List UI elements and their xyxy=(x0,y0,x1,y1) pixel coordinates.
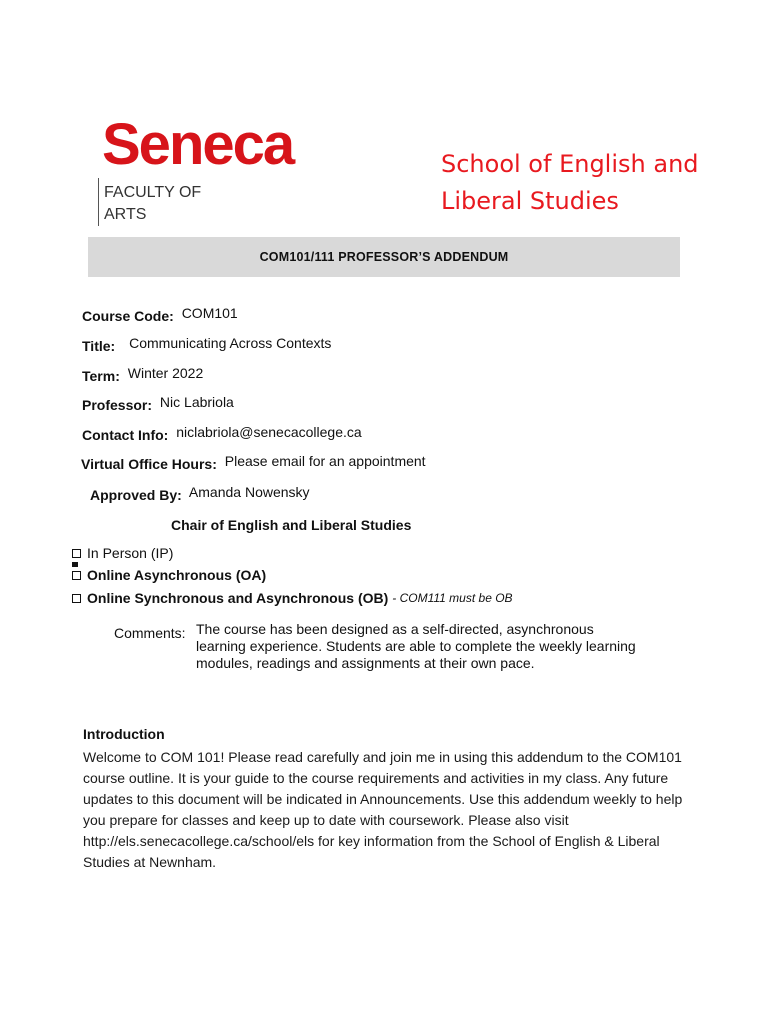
title-label: Title: xyxy=(82,338,116,354)
faculty-label xyxy=(104,182,201,226)
checkbox-online-async[interactable] xyxy=(72,571,81,580)
comments-text: The course has been designed as a self-directed, asynchronous learning experience. Students are able to complete the weekly learning modules, readings and assignments at their own pace. xyxy=(196,621,636,671)
term-field xyxy=(82,365,204,384)
option-online-async-label: Online Asynchronous (OA) xyxy=(87,567,267,583)
school-title xyxy=(441,146,761,220)
comments-label: Comments: xyxy=(114,625,186,641)
option-ob-note: - COM111 must be OB xyxy=(392,591,513,605)
school-title-line-2: Liberal Studies xyxy=(441,187,619,215)
title-value: Communicating Across Contexts xyxy=(129,335,332,351)
contact-info-label: Contact Info: xyxy=(82,427,169,443)
course-code-label: Course Code: xyxy=(82,308,174,324)
term-value: Winter 2022 xyxy=(127,365,204,381)
approved-by-value: Amanda Nowensky xyxy=(188,484,310,500)
office-hours-value: Please email for an appointment xyxy=(224,453,426,469)
title-field xyxy=(82,335,332,354)
contact-info-value: niclabriola@senecacollege.ca xyxy=(176,424,362,440)
professor-value: Nic Labriola xyxy=(159,394,234,410)
checkbox-in-person[interactable] xyxy=(72,549,81,558)
faculty-line-1: FACULTY OF xyxy=(104,184,202,201)
option-in-person[interactable] xyxy=(72,545,173,561)
office-hours-label: Virtual Office Hours: xyxy=(81,456,217,472)
chair-title: Chair of English and Liberal Studies xyxy=(171,517,412,533)
option-online-async[interactable] xyxy=(72,567,266,583)
term-label: Term: xyxy=(82,368,120,384)
contact-info-field xyxy=(82,424,362,443)
faculty-line-2: ARTS xyxy=(104,206,147,223)
option-online-sync-async-label: Online Synchronous and Asynchronous (OB) xyxy=(87,590,389,606)
addendum-banner xyxy=(88,237,680,277)
approved-by-label: Approved By: xyxy=(90,487,182,503)
logo-wordmark: Seneca xyxy=(102,112,294,177)
professor-field xyxy=(82,394,234,413)
logo-divider xyxy=(98,178,99,226)
school-title-line-1: School of English and xyxy=(441,150,699,178)
seneca-logo xyxy=(98,112,428,230)
approved-by-field xyxy=(90,484,310,503)
professor-label: Professor: xyxy=(82,397,153,413)
office-hours-field xyxy=(81,453,426,472)
checkbox-online-sync-async[interactable] xyxy=(72,594,81,603)
option-online-sync-async[interactable] xyxy=(72,590,513,606)
banner-title: COM101/111 PROFESSOR’S ADDENDUM xyxy=(259,250,509,264)
option-in-person-label: In Person (IP) xyxy=(87,545,174,561)
course-code-field xyxy=(82,305,238,324)
introduction-heading: Introduction xyxy=(83,726,165,742)
course-code-value: COM101 xyxy=(181,305,238,321)
introduction-body: Welcome to COM 101! Please read carefully and join me in using this addendum to the COM101 course outline. It is your guide to the course requirements and activities in my class. Any future updates to this document will be indicated in Announcements. Use this addendum weekly to help you prepare for classes and keep up to date with coursework. Please also visit http://els.senecacollege.ca/school/els for key information from the School of English & Liberal Studies at Newnham. xyxy=(83,749,683,870)
